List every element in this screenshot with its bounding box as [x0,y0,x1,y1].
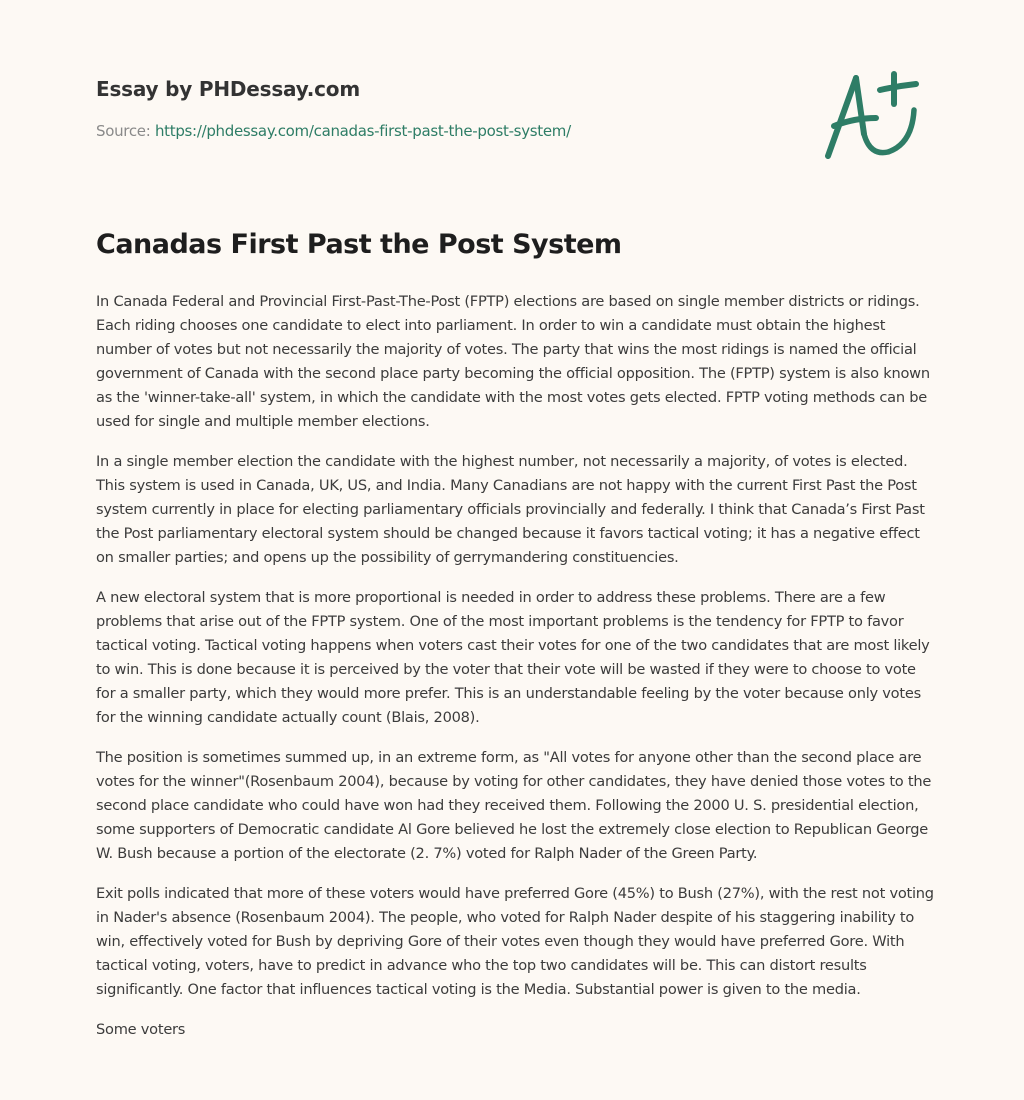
article-title: Canadas First Past the Post System [96,229,622,260]
article-paragraph: In Canada Federal and Provincial First-Past-The-Post (FPTP) elections are based on single member districts or ridings. Each riding chooses one candidate to elect into parliament. In order to win a candidate must obtain the highest number of votes but not necessarily the majority of votes. The party that wins the most ridings is named the official government of Canada with the second place party becoming the official opposition. The (FPTP) system is also known as the 'winner-take-all' system, in which the candidate with the most votes gets elected. FPTP voting methods can be used for single and multiple member elections. [96,293,930,430]
article-paragraph: In a single member election the candidate with the highest number, not necessarily a majority, of votes is elected. This system is used in Canada, UK, US, and India. Many Canadians are not happy with the current First Past the Post system currently in place for electing parliamentary officials provincially and federally. I think that Canada’s First Past the Post parliamentary electoral system should be changed because it favors tactical voting; it has a negative effect on smaller parties; and opens up the possibility of gerrymandering constituencies. [96,453,925,566]
source-line [96,121,796,141]
site-title: Essay by PHDessay.com [96,77,360,101]
source-link[interactable]: https://phdessay.com/canadas-first-past-the-post-system/ [154,122,571,140]
article-paragraph: A new electoral system that is more proportional is needed in order to address these problems. There are a few problems that arise out of the FPTP system. One of the most important problems is the tendency for FPTP to favor tactical voting. Tactical voting happens when voters cast their votes for one of the two candidates that are most likely to win. This is done because it is perceived by the voter that their vote will be wasted if they were to choose to vote for a smaller party, which they would more prefer. This is an understandable feeling by the voter because only votes for the winning candidate actually count (Blais, 2008). [96,589,930,726]
article-paragraph: Exit polls indicated that more of these voters would have preferred Gore (45%) to Bush (27%), with the rest not voting in Nader's absence (Rosenbaum 2004). The people, who voted for Ralph Nader despite of his staggering inability to win, effectively voted for Bush by depriving Gore of their votes even though they would have preferred Gore. With tactical voting, voters, have to predict in advance who the top two candidates will be. This can distort results significantly. One factor that influences tactical voting is the Media. Substantial power is given to the media. [96,885,934,998]
article-paragraph: The position is sometimes summed up, in an extreme form, as "All votes for anyone other than the second place are votes for the winner"(Rosenbaum 2004), because by voting for other candidates, they have denied those votes to the second place candidate who could have won had they received them. Following the 2000 U. S. presidential election, some supporters of Democratic candidate Al Gore believed he lost the extremely close election to Republican George W. Bush because a portion of the electorate (2. 7%) voted for Ralph Nader of the Green Party. [96,749,932,862]
article-paragraph-truncated: Some voters [96,1021,186,1038]
site-header [96,74,796,141]
source-label: Source: [96,122,155,140]
a-plus-grade-icon [818,64,930,168]
article [96,224,936,1058]
